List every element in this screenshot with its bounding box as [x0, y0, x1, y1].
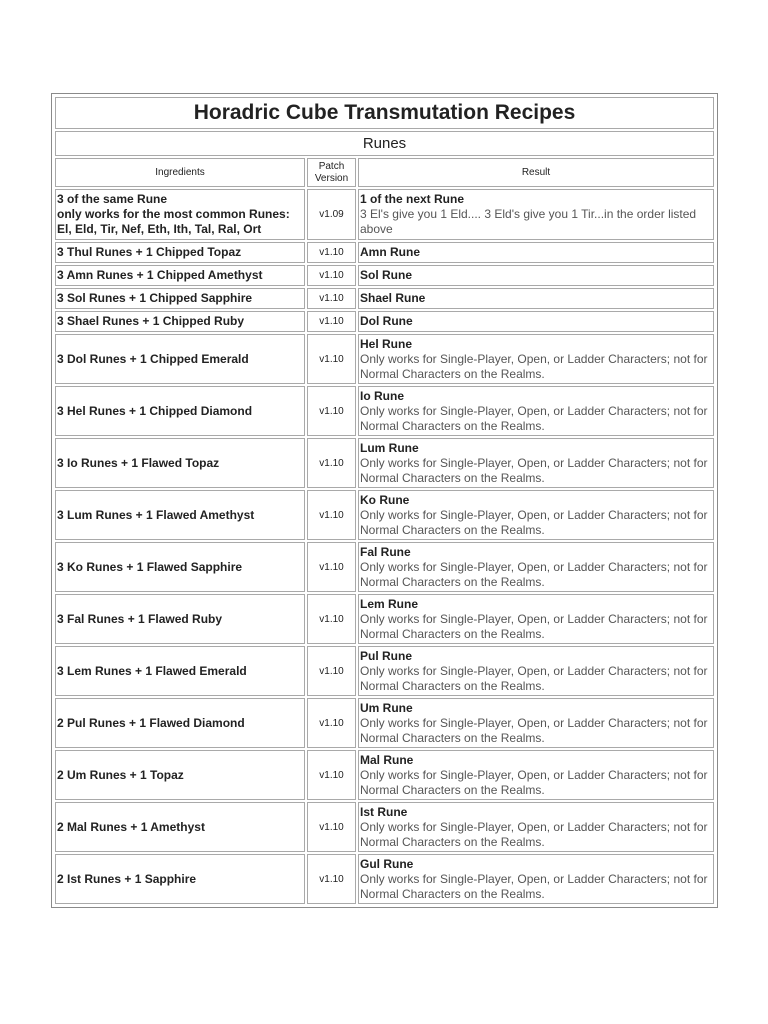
patch-version-cell: v1.10 [307, 438, 356, 488]
table-row [55, 490, 714, 540]
patch-version-cell: v1.10 [307, 646, 356, 696]
patch-version-cell: v1.09 [307, 189, 356, 240]
result-cell [358, 646, 714, 696]
table-row [55, 854, 714, 904]
result-note: Only works for Single-Player, Open, or Ladder Characters; not for Normal Characters on the Realms. [360, 403, 708, 433]
result-cell [358, 438, 714, 488]
ingredients-cell: 3 Shael Runes + 1 Chipped Ruby [55, 311, 305, 332]
recipes-table-frame [51, 93, 718, 908]
ingredients-cell: 3 Fal Runes + 1 Flawed Ruby [55, 594, 305, 644]
result-note: Only works for Single-Player, Open, or Ladder Characters; not for Normal Characters on the Realms. [360, 819, 708, 849]
ingredients-cell: 3 Sol Runes + 1 Chipped Sapphire [55, 288, 305, 309]
patch-version-cell: v1.10 [307, 594, 356, 644]
ingredients-cell: 3 Hel Runes + 1 Chipped Diamond [55, 386, 305, 436]
patch-version-cell: v1.10 [307, 242, 356, 263]
result-cell [358, 242, 714, 263]
ingredients-cell: 3 Io Runes + 1 Flawed Topaz [55, 438, 305, 488]
column-header-ingredients: Ingredients [55, 158, 305, 187]
patch-version-cell: v1.10 [307, 854, 356, 904]
patch-version-cell: v1.10 [307, 750, 356, 800]
result-title: Um Rune [360, 700, 413, 715]
result-cell [358, 594, 714, 644]
recipes-table [53, 95, 716, 906]
section-heading: Runes [55, 131, 714, 156]
result-cell [358, 311, 714, 332]
result-title: Mal Rune [360, 752, 414, 767]
result-title: Hel Rune [360, 336, 413, 351]
ingredients-cell: 3 Dol Runes + 1 Chipped Emerald [55, 334, 305, 384]
table-row [55, 334, 714, 384]
ingredients-text: only works for the most common Runes: [57, 207, 290, 221]
result-note: Only works for Single-Player, Open, or Ladder Characters; not for Normal Characters on the Realms. [360, 351, 708, 381]
result-cell [358, 490, 714, 540]
table-row [55, 386, 714, 436]
result-title: Amn Rune [360, 245, 420, 259]
header-row [55, 158, 714, 187]
table-row [55, 242, 714, 263]
ingredients-text: El, Eld, Tir, Nef, Eth, Ith, Tal, Ral, Ort [57, 222, 262, 236]
result-cell [358, 265, 714, 286]
result-title: Sol Rune [360, 268, 413, 282]
table-row [55, 646, 714, 696]
ingredients-text: 3 of the same Rune [57, 192, 168, 206]
patch-version-cell: v1.10 [307, 334, 356, 384]
result-note: Only works for Single-Player, Open, or Ladder Characters; not for Normal Characters on the Realms. [360, 871, 708, 901]
result-title: Shael Rune [360, 291, 426, 305]
table-row [55, 311, 714, 332]
result-cell [358, 288, 714, 309]
result-note: Only works for Single-Player, Open, or Ladder Characters; not for Normal Characters on the Realms. [360, 559, 708, 589]
ingredients-cell: 3 Lem Runes + 1 Flawed Emerald [55, 646, 305, 696]
result-cell [358, 698, 714, 748]
result-title: Lum Rune [360, 440, 419, 455]
result-title: Pul Rune [360, 648, 413, 663]
ingredients-cell: 2 Um Runes + 1 Topaz [55, 750, 305, 800]
result-note: Only works for Single-Player, Open, or Ladder Characters; not for Normal Characters on the Realms. [360, 455, 708, 485]
result-note: Only works for Single-Player, Open, or Ladder Characters; not for Normal Characters on the Realms. [360, 767, 708, 797]
result-title: Lem Rune [360, 596, 419, 611]
ingredients-cell: 2 Pul Runes + 1 Flawed Diamond [55, 698, 305, 748]
table-row [55, 750, 714, 800]
result-title: Dol Rune [360, 314, 413, 328]
result-note: Only works for Single-Player, Open, or Ladder Characters; not for Normal Characters on the Realms. [360, 507, 708, 537]
result-title: Io Rune [360, 388, 404, 403]
table-row [55, 438, 714, 488]
table-row [55, 594, 714, 644]
result-note: Only works for Single-Player, Open, or Ladder Characters; not for Normal Characters on the Realms. [360, 611, 708, 641]
patch-version-cell: v1.10 [307, 698, 356, 748]
table-row [55, 265, 714, 286]
result-note: Only works for Single-Player, Open, or Ladder Characters; not for Normal Characters on the Realms. [360, 715, 708, 745]
section-row [55, 131, 714, 156]
result-cell [358, 854, 714, 904]
result-cell [358, 750, 714, 800]
table-row [55, 189, 714, 240]
result-title: Fal Rune [360, 544, 411, 559]
result-cell [358, 334, 714, 384]
patch-version-cell: v1.10 [307, 802, 356, 852]
result-title: Ist Rune [360, 804, 408, 819]
ingredients-cell: 2 Ist Runes + 1 Sapphire [55, 854, 305, 904]
ingredients-cell: 3 Lum Runes + 1 Flawed Amethyst [55, 490, 305, 540]
patch-version-cell: v1.10 [307, 542, 356, 592]
result-title: Gul Rune [360, 856, 414, 871]
result-title: 1 of the next Rune [360, 192, 465, 206]
patch-version-cell: v1.10 [307, 490, 356, 540]
patch-version-cell: v1.10 [307, 265, 356, 286]
result-cell [358, 386, 714, 436]
ingredients-cell: 3 Amn Runes + 1 Chipped Amethyst [55, 265, 305, 286]
result-note: Only works for Single-Player, Open, or Ladder Characters; not for Normal Characters on the Realms. [360, 663, 708, 693]
result-note: 3 El's give you 1 Eld.... 3 Eld's give you 1 Tir...in the order listed above [360, 207, 697, 236]
table-row [55, 802, 714, 852]
column-header-patch: Patch Version [307, 158, 356, 187]
result-cell [358, 542, 714, 592]
table-row [55, 288, 714, 309]
patch-version-cell: v1.10 [307, 386, 356, 436]
table-row [55, 698, 714, 748]
patch-version-cell: v1.10 [307, 288, 356, 309]
ingredients-cell: 3 Thul Runes + 1 Chipped Topaz [55, 242, 305, 263]
title-row [55, 97, 714, 129]
ingredients-cell: 2 Mal Runes + 1 Amethyst [55, 802, 305, 852]
ingredients-cell: 3 Ko Runes + 1 Flawed Sapphire [55, 542, 305, 592]
result-cell [358, 189, 714, 240]
result-title: Ko Rune [360, 492, 410, 507]
result-cell [358, 802, 714, 852]
ingredients-cell [55, 189, 305, 240]
column-header-result: Result [358, 158, 714, 187]
patch-version-cell: v1.10 [307, 311, 356, 332]
page-title: Horadric Cube Transmutation Recipes [55, 97, 714, 129]
table-row [55, 542, 714, 592]
